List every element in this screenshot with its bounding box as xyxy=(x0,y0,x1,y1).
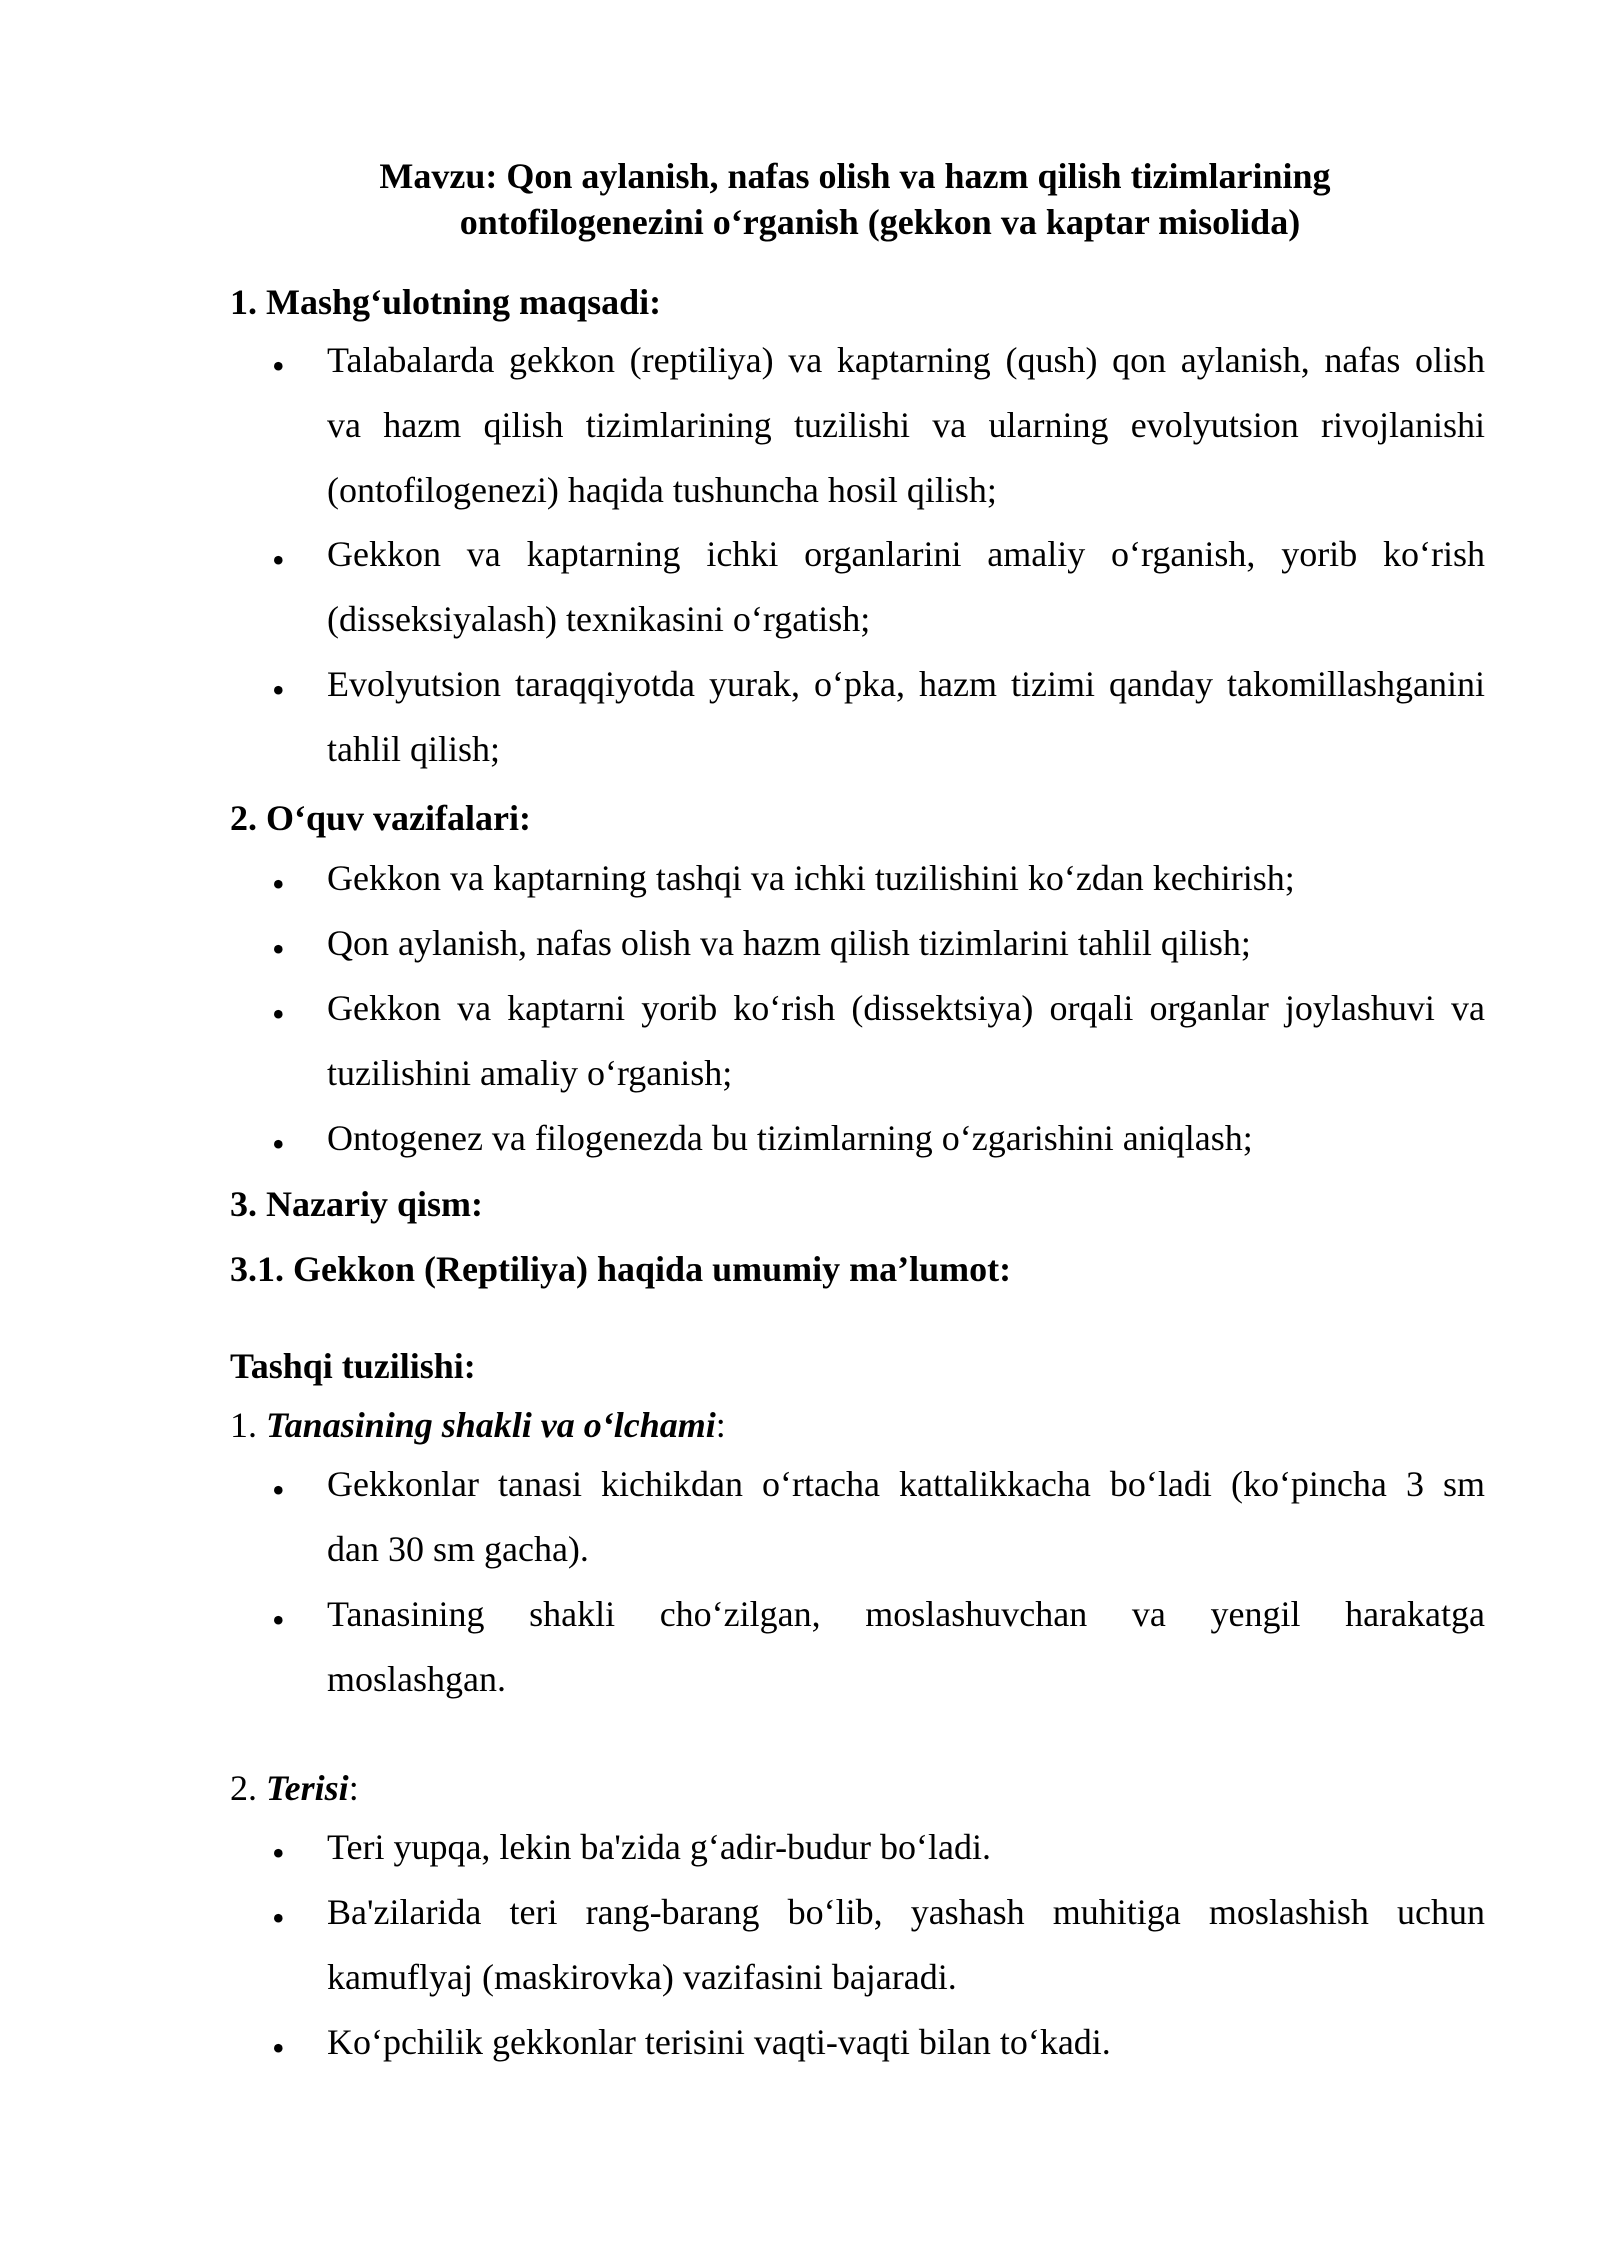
item-label: Terisi xyxy=(266,1768,349,1808)
bullet: • xyxy=(272,540,285,580)
list-item-line: tuzilishini amaliy o‘rganish; xyxy=(327,1053,733,1093)
item-label: Tanasining shakli va o‘lchami xyxy=(266,1405,716,1445)
numbered-item-body-shape xyxy=(230,1402,726,1448)
list-item-line: Gekkon va kaptarning ichki organlarini amaliy o‘rganish, yorib ko‘rish xyxy=(327,534,1485,574)
list-item-line: Evolyutsion taraqqiyotda yurak, o‘pka, hazm tizimi qanday takomillashganini xyxy=(327,664,1485,704)
item-colon: : xyxy=(715,1405,726,1445)
list-item-line: Gekkon va kaptarning tashqi va ichki tuzilishini ko‘zdan kechirish; xyxy=(327,858,1295,898)
section-heading-tasks: 2. O‘quv vazifalari: xyxy=(230,798,531,838)
numbered-item-skin xyxy=(230,1765,359,1811)
list-item-line: (ontofilogenezi) haqida tushuncha hosil qilish; xyxy=(327,470,997,510)
bullet: • xyxy=(272,1833,285,1873)
bullet: • xyxy=(272,1470,285,1510)
list-item-line: va hazm qilish tizimlarining tuzilishi va ularning evolyutsion rivojlanishi xyxy=(327,405,1485,445)
list-item-line: Gekkon va kaptarni yorib ko‘rish (dissektsiya) orqali organlar joylashuvi va xyxy=(327,988,1485,1028)
bullet: • xyxy=(272,1124,285,1164)
list-item-line: Teri yupqa, lekin ba'zida g‘adir-budur bo‘ladi. xyxy=(327,1827,992,1867)
list-item-line: kamuflyaj (maskirovka) vazifasini bajaradi. xyxy=(327,1957,957,1997)
bullet: • xyxy=(272,1898,285,1938)
section-heading-theory: 3. Nazariy qism: xyxy=(230,1184,483,1224)
list-item-line: tahlil qilish; xyxy=(327,729,501,769)
list-item-line: dan 30 sm gacha). xyxy=(327,1529,589,1569)
list-item-line: Talabalarda gekkon (reptiliya) va kaptarning (qush) qon aylanish, nafas olish xyxy=(327,340,1485,380)
bullet: • xyxy=(272,864,285,904)
bullet: • xyxy=(272,346,285,386)
document-title-line-1: Mavzu: Qon aylanish, nafas olish va hazm qilish tizimlarining xyxy=(379,156,1331,196)
list-item-line: Qon aylanish, nafas olish va hazm qilish tizimlarini tahlil qilish; xyxy=(327,923,1251,963)
item-number: 1. xyxy=(230,1405,257,1445)
bullet: • xyxy=(272,1600,285,1640)
list-item-line: Ko‘pchilik gekkonlar terisini vaqti-vaqti bilan to‘kadi. xyxy=(327,2022,1111,2062)
bullet: • xyxy=(272,929,285,969)
bullet: • xyxy=(272,670,285,710)
list-item-line: Tanasining shakli cho‘zilgan, moslashuvchan va yengil harakatga xyxy=(327,1594,1485,1634)
list-item-line: Gekkonlar tanasi kichikdan o‘rtacha kattalikkacha bo‘ladi (ko‘pincha 3 sm xyxy=(327,1464,1485,1504)
item-colon: : xyxy=(348,1768,359,1808)
item-number: 2. xyxy=(230,1768,257,1808)
bullet: • xyxy=(272,994,285,1034)
list-item-line: (disseksiyalash) texnikasini o‘rgatish; xyxy=(327,599,871,639)
document-title-line-2: ontofilogenezini o‘rganish (gekkon va kaptar misolida) xyxy=(459,202,1301,242)
section-heading-goals: 1. Mashg‘ulotning maqsadi: xyxy=(230,282,662,322)
bullet: • xyxy=(272,2028,285,2068)
heading-external-structure: Tashqi tuzilishi: xyxy=(230,1346,476,1386)
list-item-line: Ontogenez va filogenezda bu tizimlarning o‘zgarishini aniqlash; xyxy=(327,1118,1253,1158)
subsection-heading-gekkon: 3.1. Gekkon (Reptiliya) haqida umumiy ma’lumot: xyxy=(230,1249,1012,1289)
list-item-line: Ba'zilarida teri rang-barang bo‘lib, yashash muhitiga moslashish uchun xyxy=(327,1892,1485,1932)
list-item-line: moslashgan. xyxy=(327,1659,506,1699)
